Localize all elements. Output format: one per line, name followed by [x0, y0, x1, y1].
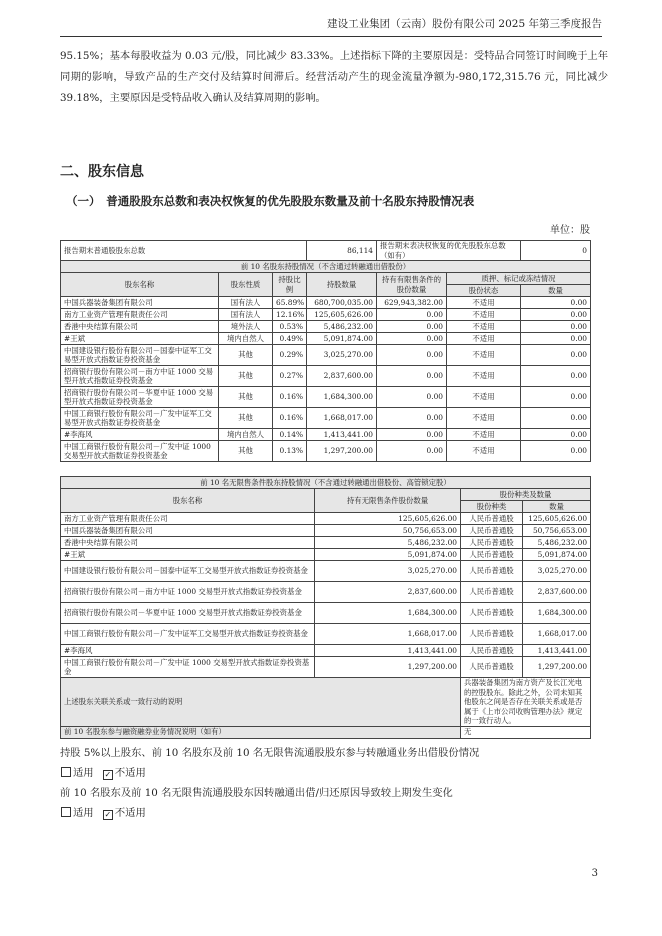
shareholder-row	[61, 408, 591, 429]
page-header	[60, 14, 602, 37]
unrestricted-row	[61, 537, 591, 549]
preferred-shareholders-label: 报告期末表决权恢复的优先股股东总数（如有）	[377, 241, 521, 261]
unrestricted-shares: 1,413,441.00	[315, 645, 461, 657]
unrestricted-header-row-1	[61, 489, 591, 501]
pledge-quantity: 0.00	[521, 408, 591, 429]
unrestricted-row	[61, 549, 591, 561]
shareholder-nature: 其他	[219, 345, 273, 366]
q1-not-applicable-label: 不适用	[114, 767, 146, 779]
margin-trading-value: 无	[461, 726, 591, 738]
share-quantity: 1,668,017.00	[523, 624, 591, 645]
unrestricted-row	[61, 513, 591, 525]
col-header-pledge-status: 股份状态	[447, 285, 521, 297]
restricted-shares: 0.00	[377, 441, 447, 462]
pledge-status: 不适用	[447, 309, 521, 321]
shareholder-nature: 国有法人	[219, 309, 273, 321]
unrestricted-shares: 1,684,300.00	[315, 603, 461, 624]
shareholding-ratio: 65.89%	[273, 297, 307, 309]
shareholder-name: 中国兵器装备集团有限公司	[61, 525, 315, 537]
shares-held: 680,700,035.00	[307, 297, 377, 309]
shareholding-ratio: 0.29%	[273, 345, 307, 366]
shareholder-row	[61, 441, 591, 462]
share-quantity: 1,684,300.00	[523, 603, 591, 624]
shares-held: 1,413,441.00	[307, 429, 377, 441]
shareholder-name: 招商银行股份有限公司－华夏中证 1000 交易型开放式指数证券投资基金	[61, 387, 219, 408]
col-header-shares: 持股数量	[307, 273, 377, 297]
col-header-pledge-qty: 数量	[521, 285, 591, 297]
unrestricted-shares: 3,025,270.00	[315, 561, 461, 582]
q1-checkbox-applicable[interactable]	[61, 767, 71, 777]
shareholder-nature: 其他	[219, 387, 273, 408]
q2-checkbox-applicable[interactable]	[61, 807, 71, 817]
col-header-name: 股东名称	[61, 489, 315, 513]
shareholding-ratio: 0.27%	[273, 366, 307, 387]
share-quantity: 125,605,626.00	[523, 513, 591, 525]
top10-title-row	[61, 261, 591, 273]
report-title: 建设工业集团（云南）股份有限公司 2025 年第三季度报告	[327, 18, 602, 30]
unrestricted-shares: 125,605,626.00	[315, 513, 461, 525]
shares-held: 1,668,017.00	[307, 408, 377, 429]
q2-applicable-label: 适用	[73, 807, 94, 819]
restricted-shares: 0.00	[377, 387, 447, 408]
pledge-quantity: 0.00	[521, 321, 591, 333]
pledge-status: 不适用	[447, 387, 521, 408]
shareholding-ratio: 12.16%	[273, 309, 307, 321]
shareholder-name: 中国兵器装备集团有限公司	[61, 297, 219, 309]
unrestricted-title-row	[61, 477, 591, 489]
shareholder-nature: 境内自然人	[219, 429, 273, 441]
unrestricted-title: 前 10 名无限售条件股东持股情况（不含通过转融通出借股份、高管锁定股）	[61, 477, 591, 489]
restricted-shares: 0.00	[377, 366, 447, 387]
shareholder-name: 中国建设银行股份有限公司－国泰中证军工交易型开放式指数证券投资基金	[61, 345, 219, 366]
shareholder-nature: 境外法人	[219, 321, 273, 333]
pledge-status: 不适用	[447, 441, 521, 462]
unrestricted-shares: 5,486,232.00	[315, 537, 461, 549]
pledge-status: 不适用	[447, 321, 521, 333]
unrestricted-shares: 50,756,653.00	[315, 525, 461, 537]
top10-title: 前 10 名股东持股情况（不含通过转融通出借股份）	[61, 261, 591, 273]
shareholder-name: 中国建设银行股份有限公司－国泰中证军工交易型开放式指数证券投资基金	[61, 561, 315, 582]
shareholder-row	[61, 297, 591, 309]
pledge-quantity: 0.00	[521, 333, 591, 345]
shareholder-nature: 境内自然人	[219, 333, 273, 345]
share-quantity: 5,091,874.00	[523, 549, 591, 561]
related-party-label: 上述股东关联关系或一致行动的说明	[61, 678, 461, 727]
shareholder-name: 南方工业资产管理有限责任公司	[61, 513, 315, 525]
page-number: 3	[591, 868, 598, 879]
shareholder-name: 招商银行股份有限公司－华夏中证 1000 交易型开放式指数证券投资基金	[61, 603, 315, 624]
shares-held: 5,486,232.00	[307, 321, 377, 333]
col-header-nature: 股东性质	[219, 273, 273, 297]
top10-unrestricted-table	[60, 476, 591, 739]
pledge-quantity: 0.00	[521, 345, 591, 366]
shareholder-name: 南方工业资产管理有限责任公司	[61, 309, 219, 321]
shareholding-ratio: 0.53%	[273, 321, 307, 333]
top10-shareholders-table	[60, 240, 591, 462]
col-header-name: 股东名称	[61, 273, 219, 297]
shareholder-row	[61, 366, 591, 387]
shareholder-nature: 其他	[219, 366, 273, 387]
share-type: 人民币普通股	[461, 561, 523, 582]
shareholder-name: 招商银行股份有限公司－南方中证 1000 交易型开放式指数证券投资基金	[61, 582, 315, 603]
restricted-shares: 0.00	[377, 345, 447, 366]
shareholder-name: 中国工商银行股份有限公司－广发中证军工交易型开放式指数证券投资基金	[61, 408, 219, 429]
pledge-quantity: 0.00	[521, 309, 591, 321]
q1-applicable-label: 适用	[73, 767, 94, 779]
q2-not-applicable-label: 不适用	[114, 807, 146, 819]
share-type: 人民币普通股	[461, 513, 523, 525]
restricted-shares: 0.00	[377, 408, 447, 429]
shares-held: 3,025,270.00	[307, 345, 377, 366]
q2-checkbox-not-applicable[interactable]: ✓	[104, 810, 112, 819]
note-q2: 前 10 名股东及前 10 名无限售流通股股东因转融通出借/归还原因导致较上期发生变化	[60, 787, 453, 799]
share-type: 人民币普通股	[461, 657, 523, 678]
restricted-shares: 0.00	[377, 321, 447, 333]
shareholder-nature: 国有法人	[219, 297, 273, 309]
share-type: 人民币普通股	[461, 537, 523, 549]
note-q2-options	[60, 806, 146, 820]
shareholding-ratio: 0.14%	[273, 429, 307, 441]
shareholder-name: 中国工商银行股份有限公司－广发中证 1000 交易型开放式指数证券投资基金	[61, 441, 219, 462]
related-party-row	[61, 678, 591, 727]
shareholder-name: #李海风	[61, 429, 219, 441]
unrestricted-row	[61, 624, 591, 645]
shares-held: 1,684,300.00	[307, 387, 377, 408]
shareholder-name: 招商银行股份有限公司－南方中证 1000 交易型开放式指数证券投资基金	[61, 366, 219, 387]
restricted-shares: 0.00	[377, 333, 447, 345]
col-header-qty: 数量	[523, 501, 591, 513]
col-header-type-group: 股份种类及数量	[461, 489, 591, 501]
section-title: 二、股东信息	[60, 164, 144, 180]
pledge-quantity: 0.00	[521, 429, 591, 441]
pledge-status: 不适用	[447, 333, 521, 345]
unrestricted-row	[61, 525, 591, 537]
shareholder-row	[61, 321, 591, 333]
unrestricted-shares: 1,668,017.00	[315, 624, 461, 645]
pledge-quantity: 0.00	[521, 387, 591, 408]
shareholder-row	[61, 309, 591, 321]
shareholder-nature: 其他	[219, 441, 273, 462]
shareholder-name: #王斌	[61, 549, 315, 561]
margin-trading-label: 前 10 名股东参与融资融券业务情况说明（如有）	[61, 726, 461, 738]
intro-paragraph: 95.15%；基本每股收益为 0.03 元/股，同比减少 83.33%。上述指标下降的主要原因是：受特品合同签订时间晚于上年同期的影响，导致产品的生产交付及结算时间滞后。经营活动产生的现金流量净额为-980,172,315.76 元，同比减少 39.18%，主要原因是受特品收入确认及结算周期的影响。	[60, 50, 608, 104]
q1-checkbox-not-applicable[interactable]: ✓	[104, 770, 112, 779]
total-shareholders-value: 86,114	[307, 241, 377, 261]
share-type: 人民币普通股	[461, 645, 523, 657]
col-header-ratio: 持股比例	[273, 273, 307, 297]
note-q1-options	[60, 766, 146, 780]
shareholder-name: #王斌	[61, 333, 219, 345]
shares-held: 2,837,600.00	[307, 366, 377, 387]
unit-label: 单位：股	[550, 225, 590, 236]
unrestricted-shares: 2,837,600.00	[315, 582, 461, 603]
pledge-status: 不适用	[447, 297, 521, 309]
note-q1: 持股 5%以上股东、前 10 名股东及前 10 名无限售流通股股东参与转融通业务出借股份情况	[60, 747, 480, 759]
share-type: 人民币普通股	[461, 603, 523, 624]
shareholder-name: 香港中央结算有限公司	[61, 321, 219, 333]
shareholder-row	[61, 333, 591, 345]
pledge-quantity: 0.00	[521, 441, 591, 462]
pledge-status: 不适用	[447, 345, 521, 366]
shareholding-ratio: 0.13%	[273, 441, 307, 462]
unrestricted-shares: 1,297,200.00	[315, 657, 461, 678]
pledge-status: 不适用	[447, 429, 521, 441]
share-quantity: 5,486,232.00	[523, 537, 591, 549]
header-row-1	[61, 273, 591, 285]
col-header-type: 股份种类	[461, 501, 523, 513]
shareholder-nature: 其他	[219, 408, 273, 429]
col-header-restricted: 持有有限售条件的股份数量	[377, 273, 447, 297]
shareholding-ratio: 0.16%	[273, 387, 307, 408]
share-quantity: 3,025,270.00	[523, 561, 591, 582]
share-quantity: 2,837,600.00	[523, 582, 591, 603]
shares-held: 5,091,874.00	[307, 333, 377, 345]
pledge-quantity: 0.00	[521, 297, 591, 309]
shares-held: 1,297,200.00	[307, 441, 377, 462]
pledge-quantity: 0.00	[521, 366, 591, 387]
restricted-shares: 0.00	[377, 309, 447, 321]
shareholder-name: #李海风	[61, 645, 315, 657]
pledge-status: 不适用	[447, 366, 521, 387]
share-type: 人民币普通股	[461, 624, 523, 645]
pledge-status: 不适用	[447, 408, 521, 429]
shareholder-row	[61, 387, 591, 408]
total-shareholders-label: 报告期末普通股股东总数	[61, 241, 307, 261]
col-header-unrestricted: 持有无限售条件股份数量	[315, 489, 461, 513]
shareholder-row	[61, 429, 591, 441]
shareholding-ratio: 0.49%	[273, 333, 307, 345]
share-quantity: 50,756,653.00	[523, 525, 591, 537]
unrestricted-row	[61, 582, 591, 603]
unrestricted-row	[61, 561, 591, 582]
preferred-shareholders-value: 0	[521, 241, 591, 261]
shareholding-ratio: 0.16%	[273, 408, 307, 429]
unrestricted-row	[61, 657, 591, 678]
share-type: 人民币普通股	[461, 525, 523, 537]
restricted-shares: 0.00	[377, 429, 447, 441]
shareholder-name: 中国工商银行股份有限公司－广发中证军工交易型开放式指数证券投资基金	[61, 624, 315, 645]
share-type: 人民币普通股	[461, 549, 523, 561]
shares-held: 125,605,626.00	[307, 309, 377, 321]
unrestricted-shares: 5,091,874.00	[315, 549, 461, 561]
col-header-pledge: 质押、标记或冻结情况	[447, 273, 591, 285]
shareholder-name: 香港中央结算有限公司	[61, 537, 315, 549]
unrestricted-row	[61, 603, 591, 624]
share-quantity: 1,413,441.00	[523, 645, 591, 657]
shareholder-name: 中国工商银行股份有限公司－广发中证 1000 交易型开放式指数证券投资基金	[61, 657, 315, 678]
restricted-shares: 629,943,382.00	[377, 297, 447, 309]
section-subtitle: （一） 普通股股东总数和表决权恢复的优先股股东数量及前十名股东持股情况表	[66, 194, 475, 208]
margin-trading-row	[61, 726, 591, 738]
total-shareholders-row	[61, 241, 591, 261]
share-type: 人民币普通股	[461, 582, 523, 603]
share-quantity: 1,297,200.00	[523, 657, 591, 678]
unrestricted-row	[61, 645, 591, 657]
shareholder-row	[61, 345, 591, 366]
related-party-value: 兵器装备集团为南方资产及长江光电的控股股东。除此之外，公司未知其他股东之间是否存在关联关系或是否属于《上市公司收购管理办法》规定的一致行动人。	[461, 678, 591, 727]
